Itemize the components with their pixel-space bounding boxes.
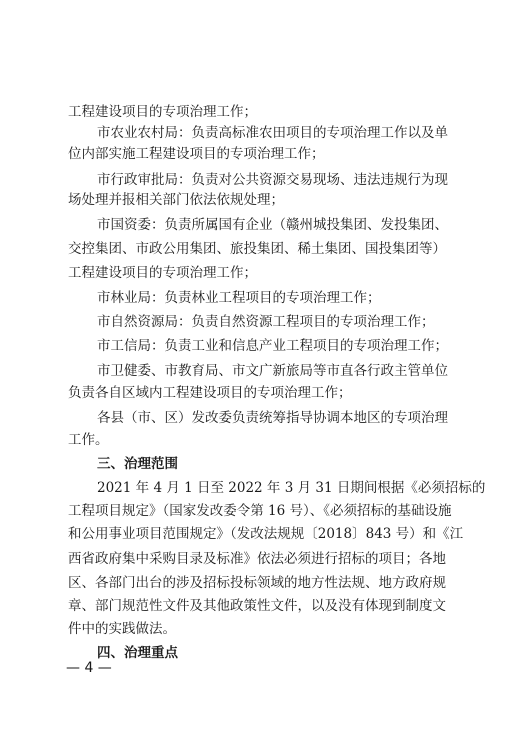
- text-line: 章、部门规范性文件及其他政策性文件，以及没有体现到制度文: [68, 598, 446, 614]
- text-line: 2021 年 4 月 1 日至 2022 年 3 月 31 日期间根据《必须招标的: [97, 480, 486, 496]
- text-line: 工程项目规定》（国家发改委令第 16 号）、《必须招标的基础设施: [68, 503, 452, 519]
- text-line: 位内部实施工程建设项目的专项治理工作；: [68, 146, 325, 162]
- text-line: 市农业农村局：负责高标准农田项目的专项治理工作以及单: [97, 125, 448, 141]
- section-heading: 四、治理重点: [97, 645, 178, 661]
- text-line: 各县（市、区）发改委负责统筹指导协调本地区的专项治理: [97, 410, 448, 426]
- section-heading: 三、治理范围: [97, 456, 178, 472]
- text-line: 西省政府集中采购目录及标准》依法必须进行招标的项目；各地: [68, 551, 446, 567]
- text-line: 市卫健委、市教育局、市文广新旅局等市直各行政主管单位: [97, 363, 448, 379]
- text-line: 市林业局：负责林业工程项目的专项治理工作；: [97, 290, 381, 306]
- page-number: — 4 —: [66, 660, 112, 676]
- text-line: 市国资委：负责所属国有企业（赣州城投集团、发投集团、: [97, 217, 448, 233]
- text-line: 场处理并报相关部门依法依规处理；: [68, 192, 284, 208]
- text-line: 区、各部门出台的涉及招标投标领域的地方性法规、地方政府规: [68, 575, 446, 591]
- text-line: 交控集团、市政公用集团、旅投集团、稀土集团、国投集团等）: [68, 241, 446, 257]
- text-line: 市自然资源局：负责自然资源工程项目的专项治理工作；: [97, 314, 435, 330]
- text-line: 工程建设项目的专项治理工作；: [68, 265, 257, 281]
- text-line: 工程建设项目的专项治理工作；: [68, 104, 257, 120]
- text-line: 市工信局：负责工业和信息产业工程项目的专项治理工作；: [97, 338, 448, 354]
- text-line: 市行政审批局：负责对公共资源交易现场、违法违规行为现: [97, 172, 448, 188]
- text-line: 工作。: [68, 432, 109, 448]
- text-line: 和公用事业项目范围规定》（发改法规规〔2018〕843 号）和《江: [68, 526, 464, 542]
- text-line: 件中的实践做法。: [68, 621, 176, 637]
- text-line: 负责各自区域内工程建设项目的专项治理工作；: [68, 385, 352, 401]
